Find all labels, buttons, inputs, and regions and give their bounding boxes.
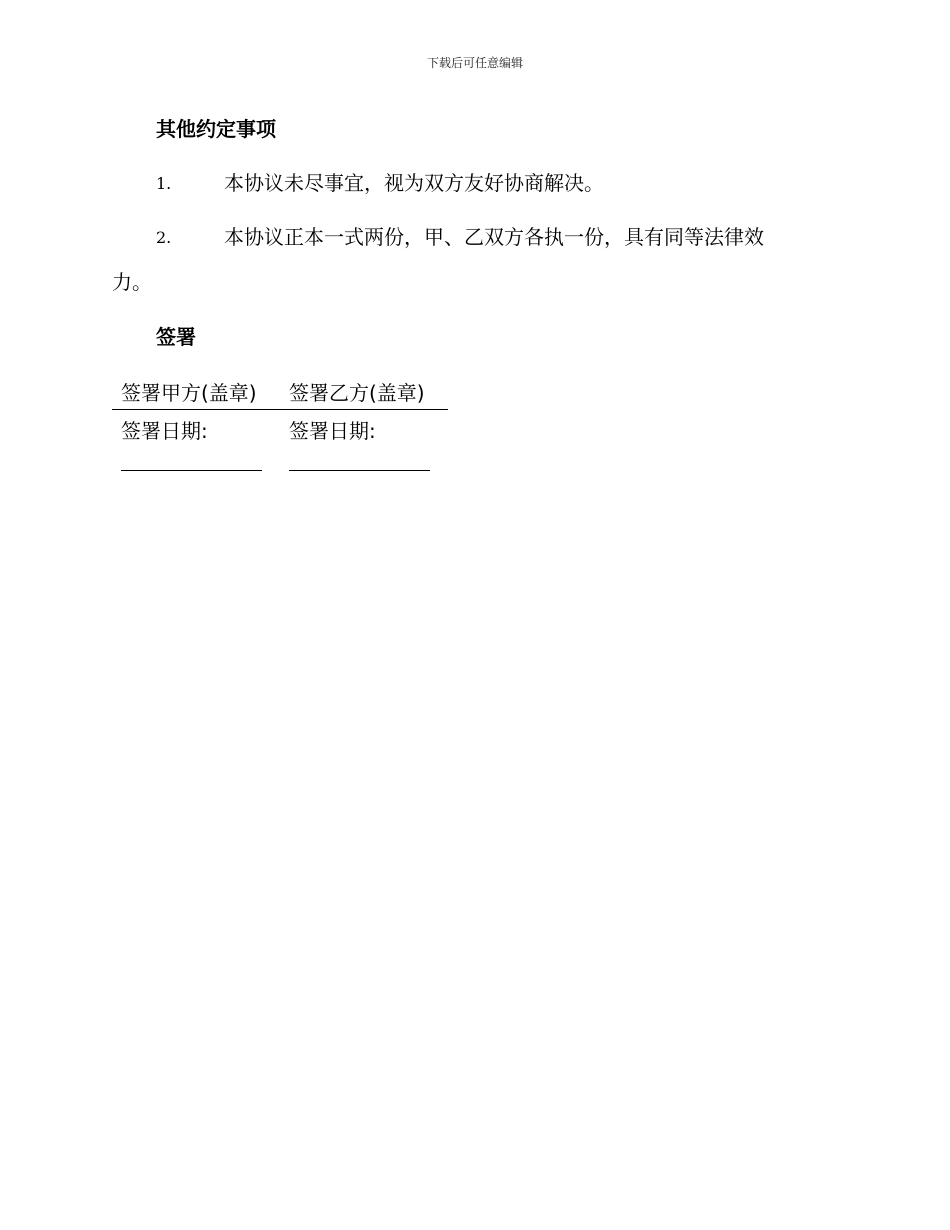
clause-2-text: 本协议正本一式两份，甲、乙双方各执一份，具有同等法律效 [224, 225, 764, 249]
clause-1-number: 1. [156, 174, 172, 193]
party-b-seal-label: 签署乙方(盖章) [289, 381, 425, 405]
section-heading-signature: 签署 [156, 325, 196, 349]
signature-header-row [112, 378, 448, 410]
clause-1-text: 本协议未尽事宜，视为双方友好协商解决。 [224, 171, 604, 195]
party-b-date-label: 签署日期: [289, 419, 376, 443]
page-header-note: 下载后可任意编辑 [426, 56, 523, 70]
clause-2-number: 2. [156, 228, 172, 247]
party-a-date-label: 签署日期: [121, 419, 208, 443]
party-a-seal-label: 签署甲方(盖章) [121, 381, 257, 405]
section-heading-other-terms: 其他约定事项 [156, 117, 276, 141]
party-a-date-blank-line [121, 470, 262, 471]
signature-date-row [112, 416, 448, 446]
party-b-date-blank-line [289, 470, 430, 471]
signature-table [112, 378, 448, 446]
clause-2-text-continuation: 力。 [112, 270, 152, 294]
